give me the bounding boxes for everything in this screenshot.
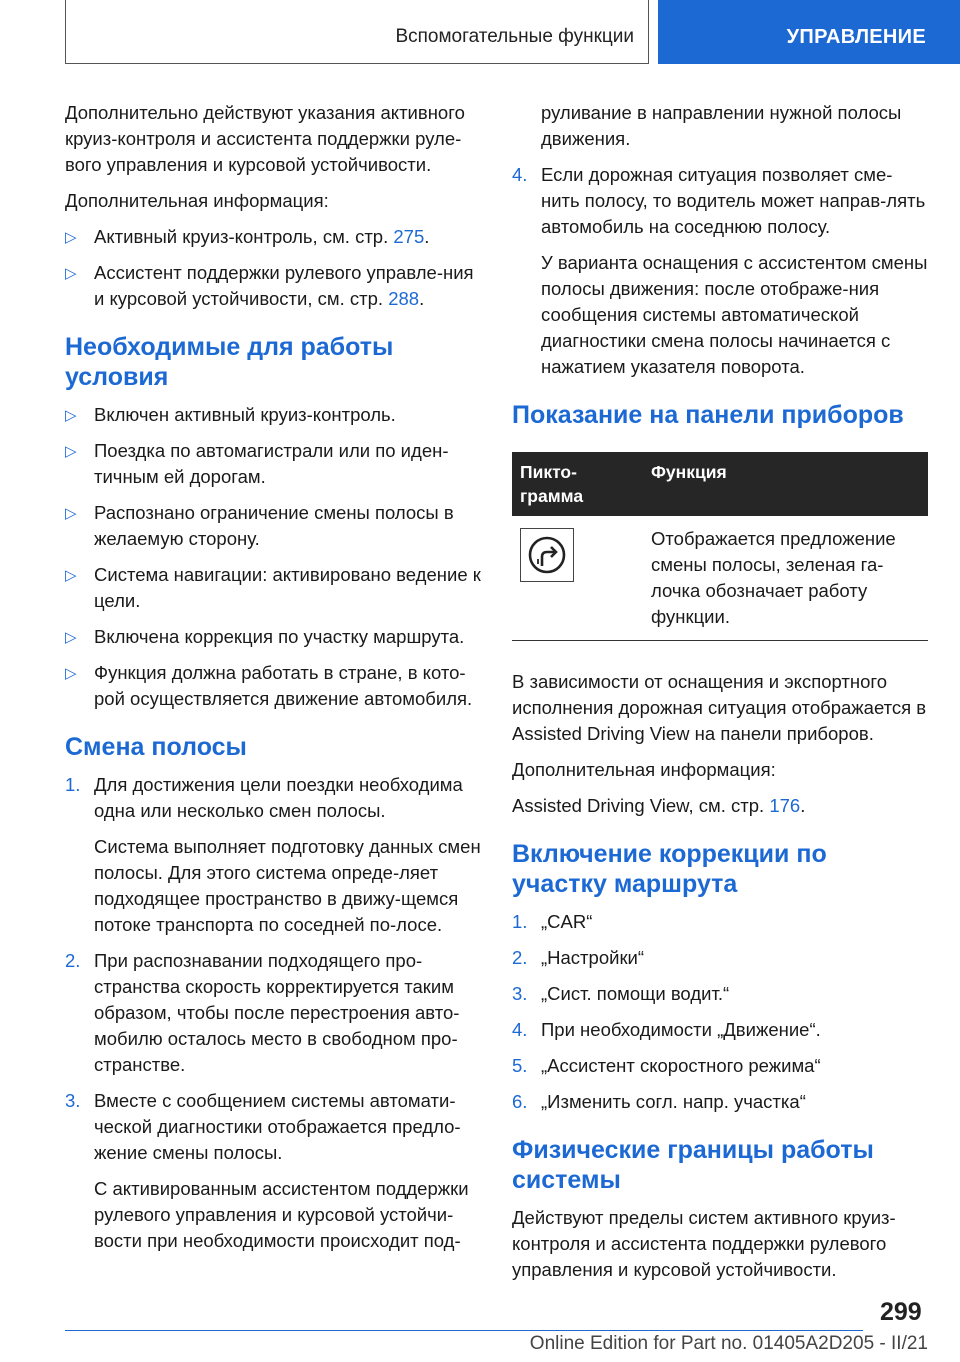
function-cell: Отображается предложение смены полосы, зеленая га-лочка обозначает работу функции. [643,516,928,641]
list-item: ▷ Включена коррекция по участку маршрута. [65,624,483,650]
page-link[interactable]: 288 [388,288,420,309]
step-item: 2. При распознавании подходящего про-странства скорость корректируется таким образом, чтобы после перестроения авто-мобилю осталось место в свободном про-странстве. [65,950,460,1075]
lane-change-suggestion-icon [520,528,574,582]
right-column [512,100,928,1293]
list-item: ▷ Функция должна работать в стране, в кото-рой осуществляется движение автомобиля. [65,662,473,709]
limits-paragraph: Действуют пределы систем активного круиз-контроля и ассистента поддержки рулевого управления и курсовой устойчивости. [512,1207,896,1280]
bullet-triangle-icon: ▷ [65,665,77,682]
bullet-triangle-icon: ▷ [65,567,77,584]
list-item: ▷ Поездка по автомагистрали или по иден-тичным ей дорогам. [65,440,449,487]
display-heading: Показание на панели приборов [512,401,904,429]
chapter-title: УПРАВЛЕНИЕ [786,25,926,48]
column-header-pictogram: Пикто-грамма [512,452,643,516]
list-item: ▷ Ассистент поддержки рулевого управле-ния и курсовой устойчивости, см. стр. 288. [65,262,474,309]
route-steps [512,909,928,1115]
bullet-triangle-icon: ▷ [65,443,77,460]
bullet-triangle-icon: ▷ [65,229,77,246]
step-item: 4. Если дорожная ситуация позволяет сме-нить полосу, то водитель может направ-лять автомобиль на соседнюю полосу. У варианта оснащения с ассистентом смены полосы движения: после отображе-ния сообщения системы автоматической диагностики смена полосы начинается с нажатием указателя поворота. [512,162,928,380]
step-note: Система выполняет подготовку данных смен полосы. Для этого система опреде-ляет подходящее пространство в движу-щемся потоке транспорта по соседней по-лосе. [94,836,481,935]
step-number: 1. [65,774,81,795]
page-number: 299 [880,1298,922,1326]
conditions-heading: Необходимые для работы условия [65,333,394,391]
step-note: У варианта оснащения с ассистентом смены полосы движения: после отображе-ния сообщения системы автоматической диагностики смена полосы начинается с нажатием указателя поворота. [541,252,928,377]
bullet-triangle-icon: ▷ [65,629,77,646]
table-header-row [512,452,928,516]
step-number: 5. [512,1055,528,1076]
step-number: 2. [65,950,81,971]
step-number: 4. [512,1019,528,1040]
step-number: 1. [512,911,528,932]
list-item: ▷ Система навигации: активировано ведение к цели. [65,564,481,611]
section-title: Вспомогательные функции [395,25,634,47]
step-item: 3. „Сист. помощи водит.“ [512,981,928,1007]
step-item: 6. „Изменить согл. напр. участка“ [512,1089,928,1115]
bullet-triangle-icon: ▷ [65,407,77,424]
lane-change-steps [65,772,483,1254]
more-info-list [65,224,483,312]
table-row [512,516,928,641]
page-link[interactable]: 275 [393,226,425,247]
page-link[interactable]: 176 [769,795,801,816]
more-info-label: Дополнительная информация: [512,759,776,780]
chapter-tab [658,0,960,64]
list-item: ▷ Распознано ограничение смены полосы в желаемую сторону. [65,502,454,549]
bullet-triangle-icon: ▷ [65,505,77,522]
step-item: 3. Вместе с сообщением системы автомати-ческой диагностики отображается предло-жение смены полосы. С активированным ассистентом поддержки рулевого управления и курсовой устойчи-вости при необходимости происходит под- [65,1088,483,1254]
step-item: 1. Для достижения цели поездки необходима одна или несколько смен полосы. Система выполняет подготовку данных смен полосы. Для этого система опреде-ляет подходящее пространство в движу-щемся потоке транспорта по соседней по-лосе. [65,772,483,938]
list-item: ▷ Активный круиз-контроль, см. стр. 275. [65,224,483,250]
more-info-label: Дополнительная информация: [65,190,329,211]
variant-paragraph: В зависимости от оснащения и экспортного исполнения дорожная ситуация отображается в Assisted Driving View на панели приборов. [512,671,927,744]
left-column [65,100,483,1264]
footer-divider [65,1330,863,1331]
conditions-list [65,402,483,712]
limits-heading: Физические границы работы системы [512,1136,874,1194]
intro-paragraph: Дополнительно действуют указания активного круиз-контроля и ассистента поддержки руле-вого управления и курсовой устойчивости. [65,102,465,175]
step-item: 4. При необходимости „Движение“. [512,1017,928,1043]
list-item: ▷ Включен активный круиз-контроль. [65,402,483,428]
step-item: 5. „Ассистент скоростного режима“ [512,1053,928,1079]
step-number: 3. [65,1090,81,1111]
step-item: 2. „Настройки“ [512,945,928,971]
step-number: 3. [512,983,528,1004]
step-continuation: руливание в направлении нужной полосы движения. [541,102,902,149]
step-number: 2. [512,947,528,968]
step-item: 1. „CAR“ [512,909,928,935]
step-note: С активированным ассистентом поддержки рулевого управления и курсовой устойчи-вости при необходимости происходит под- [94,1178,469,1251]
bullet-triangle-icon: ▷ [65,265,77,282]
step-number: 6. [512,1091,528,1112]
column-header-function: Функция [643,452,928,516]
lane-change-steps-continued [512,162,928,380]
step-number: 4. [512,164,528,185]
section-title-tab [65,0,649,64]
lane-change-heading: Смена полосы [65,733,247,761]
pictogram-cell [512,516,643,641]
edition-footer: Online Edition for Part no. 01405A2D205 - II/21 [529,1333,928,1354]
more-info-reference: Assisted Driving View, см. стр. 176. [512,795,806,816]
route-heading: Включение коррекции по участку маршрута [512,840,827,898]
pictogram-table [512,452,928,641]
